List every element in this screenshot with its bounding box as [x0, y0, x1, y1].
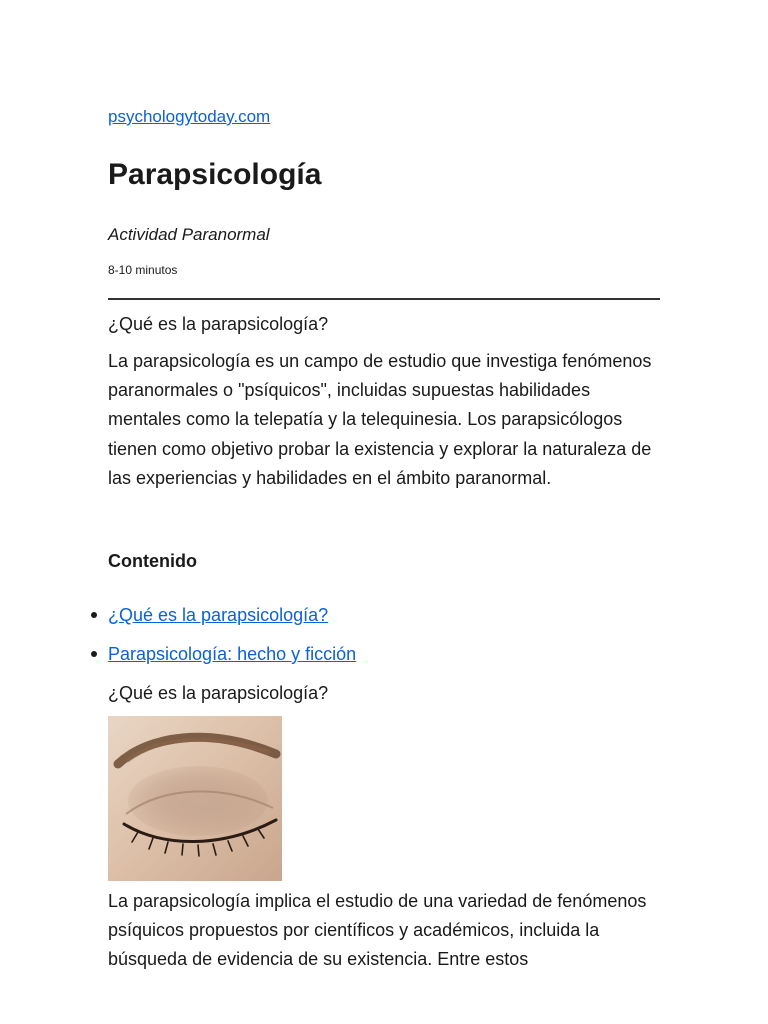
toc-link-fact-fiction[interactable]: Parapsicología: hecho y ficción — [108, 644, 357, 664]
toc-item — [108, 642, 356, 681]
closed-eye-image — [108, 716, 282, 881]
toc-item — [108, 603, 356, 642]
page-title: Parapsicología — [108, 158, 322, 191]
toc-link-what-is[interactable]: ¿Qué es la parapsicología? — [108, 605, 329, 625]
read-time: 8-10 minutos — [108, 263, 178, 277]
header-divider — [108, 298, 660, 300]
table-of-contents — [108, 603, 356, 681]
source-link[interactable]: psychologytoday.com — [108, 107, 271, 126]
bullet-icon — [91, 651, 97, 657]
contents-heading: Contenido — [108, 551, 197, 571]
intro-paragraph: La parapsicología es un campo de estudio que investiga fenómenos paranormales o "psíquicos", incluidas supuestas habilidades mentales como la telepatía y la telequinesia. Los parapsicólogos tienen como objetivo probar la existencia y explorar la naturaleza de las experiencias y habilidades en el ámbito paranormal. — [108, 351, 652, 488]
section-heading-what-is-2: ¿Qué es la parapsicología? — [108, 683, 329, 703]
bullet-icon — [91, 612, 97, 618]
article-subtitle: Actividad Paranormal — [108, 225, 270, 244]
body-paragraph: La parapsicología implica el estudio de una variedad de fenómenos psíquicos propuestos por científicos y académicos, incluida la búsqueda de evidencia de su existencia. Entre estos — [108, 891, 647, 970]
section-heading-what-is: ¿Qué es la parapsicología? — [108, 314, 329, 334]
